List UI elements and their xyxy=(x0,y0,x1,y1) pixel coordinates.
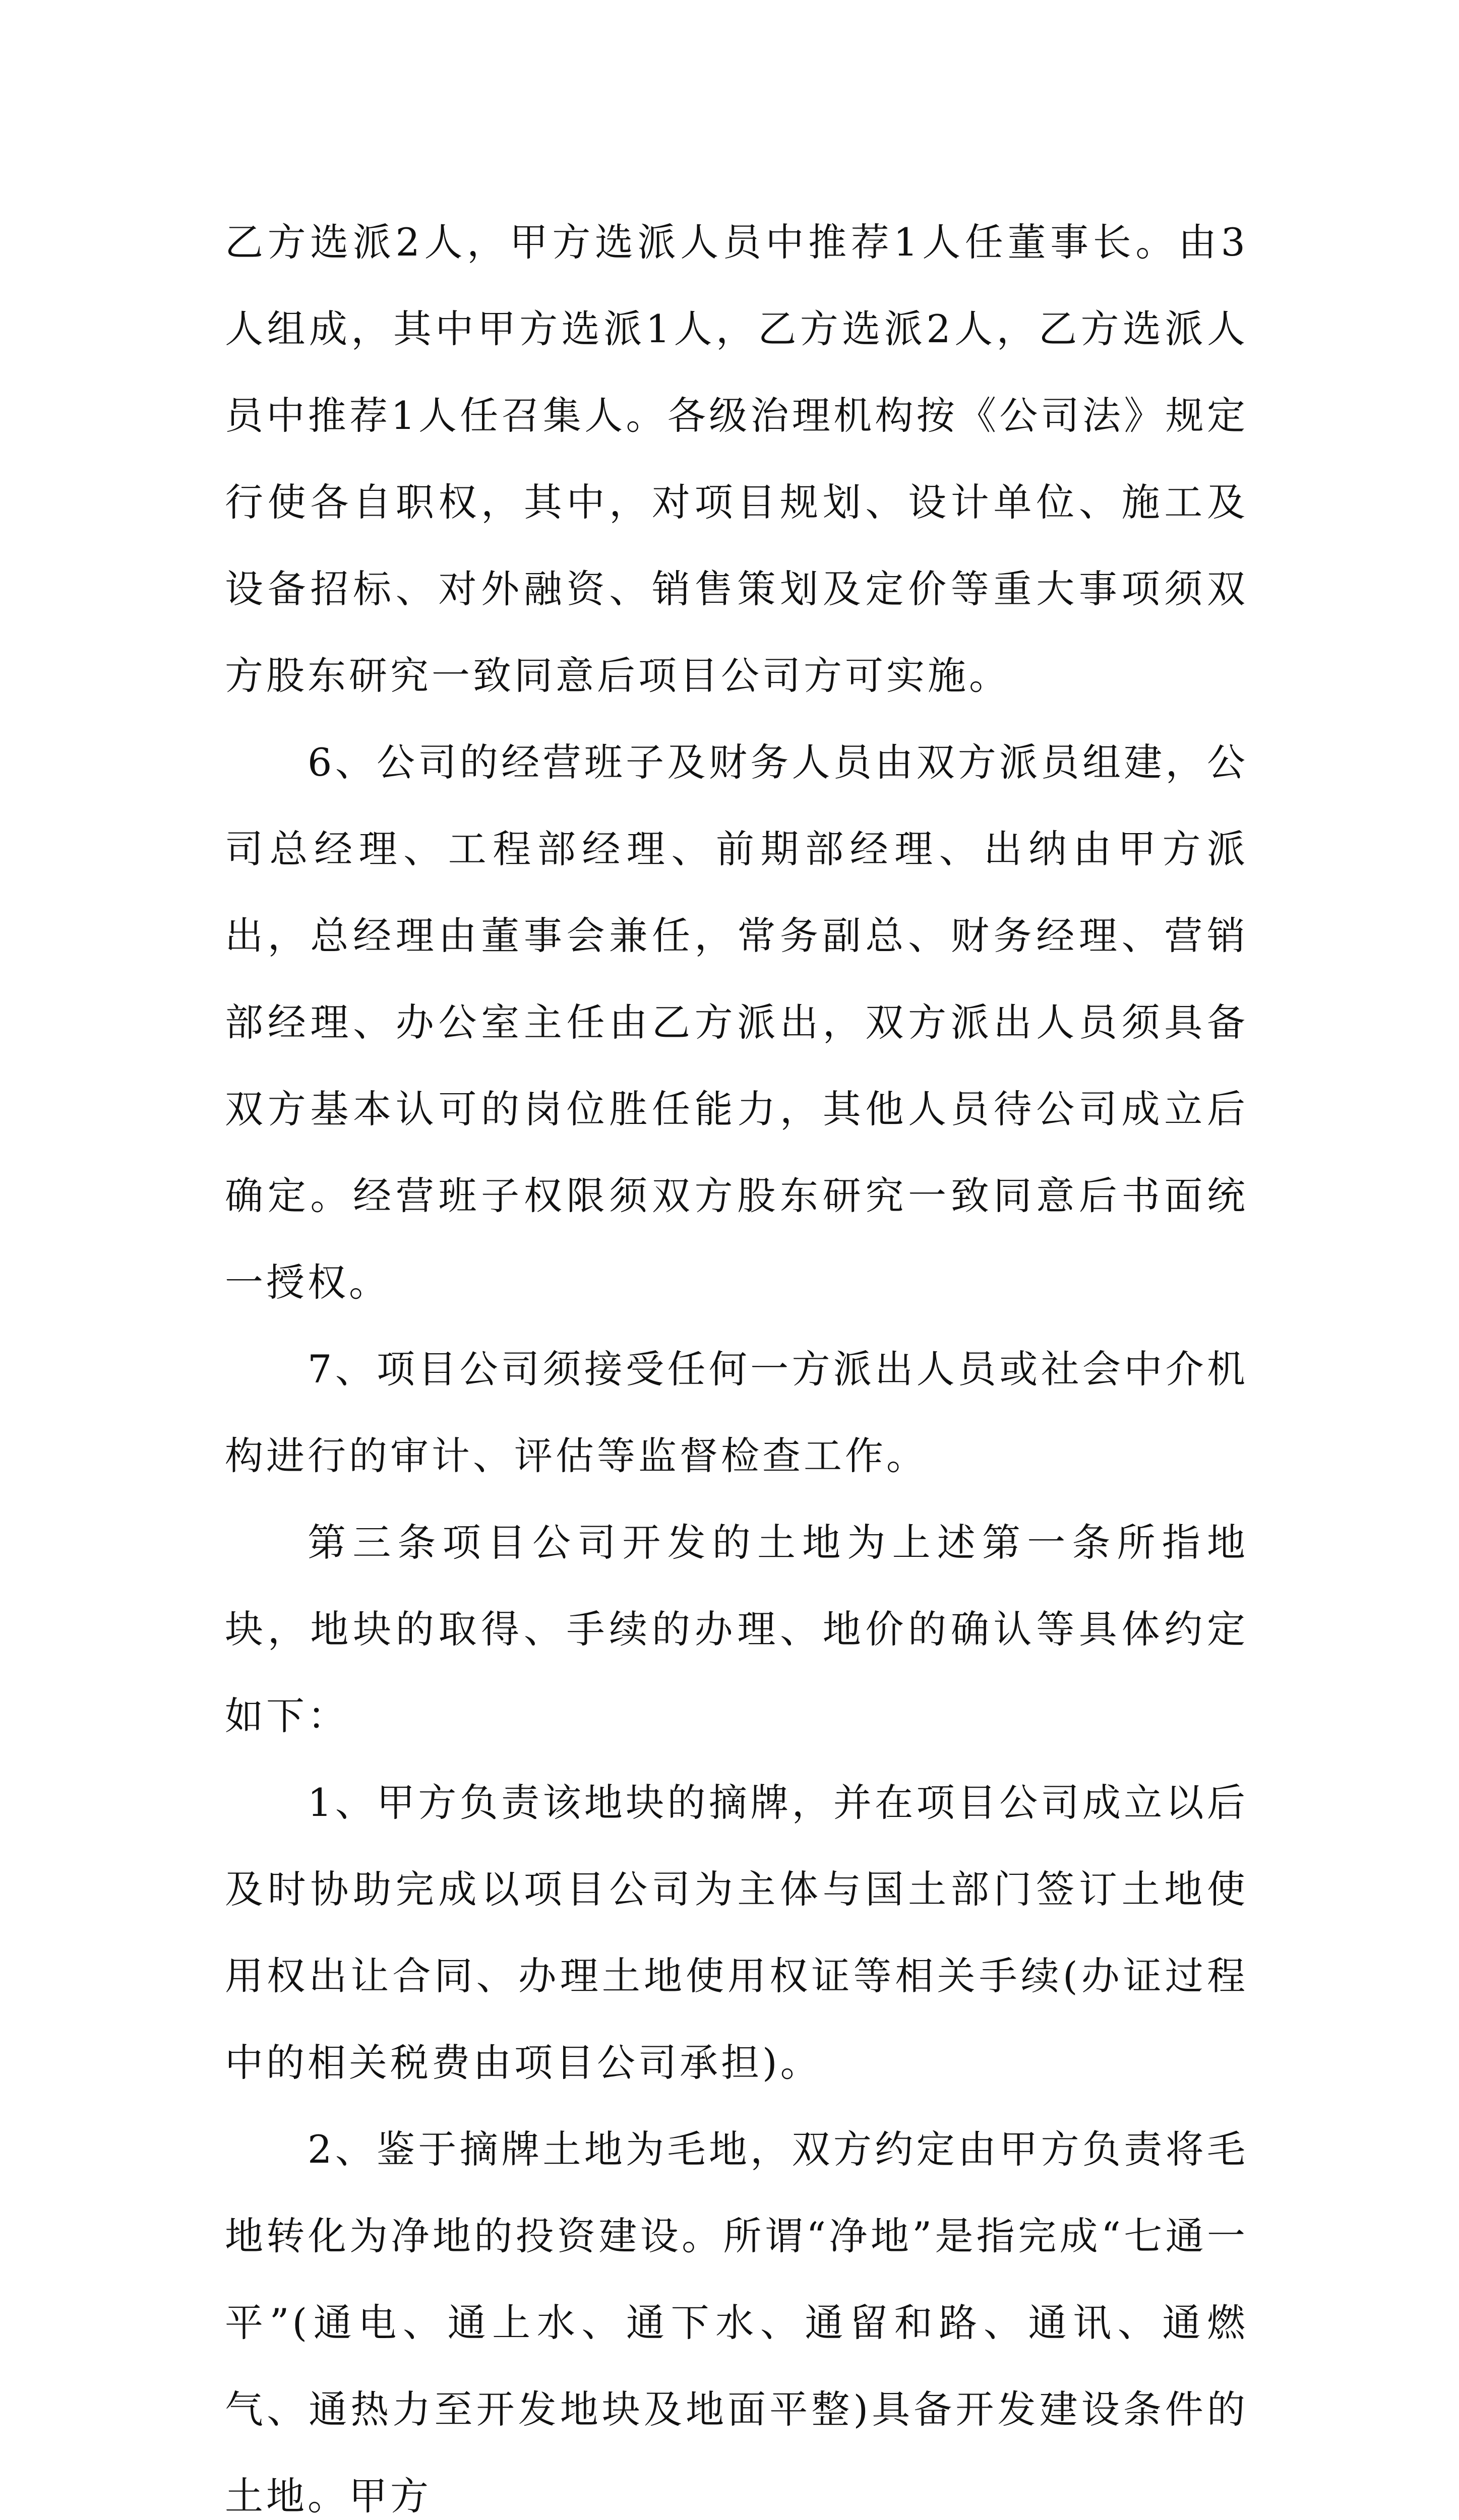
document-body xyxy=(225,199,1248,2520)
paragraph-clause-6: 6、公司的经营班子及财务人员由双方派员组建，公司总经理、工程部经理、前期部经理、出纳由甲方派出，总经理由董事会兼任，常务副总、财务经理、营销部经理、办公室主任由乙方派出，双方派出人员须具备双方基本认可的岗位胜任能力，其他人员待公司成立后确定。经营班子权限须双方股东研究一致同意后书面统一授权。 xyxy=(225,740,1248,1305)
paragraph-continuation: 乙方选派2人，甲方选派人员中推荐1人任董事长。由3人组成，其中甲方选派1人，乙方选派2人，乙方选派人员中推荐1人任召集人。各级治理机构按《公司法》规定行使各自职权，其中，对项目规划、设计单位、施工及设备招标、对外融资、销售策划及定价等重大事项须双方股东研究一致同意后项目公司方可实施。 xyxy=(225,220,1248,698)
paragraph-article-3-item-1: 1、甲方负责该地块的摘牌，并在项目公司成立以后及时协助完成以项目公司为主体与国土部门签订土地使用权出让合同、办理土地使用权证等相关手续(办证过程中的相关税费由项目公司承担)。 xyxy=(225,1780,1248,2085)
paragraph-clause-7: 7、项目公司须接受任何一方派出人员或社会中介机构进行的审计、评估等监督检查工作。 xyxy=(225,1347,1248,1478)
paragraph-article-3-item-2: 2、鉴于摘牌土地为毛地，双方约定由甲方负责将毛地转化为净地的投资建设。所谓“净地”是指完成“七通一平”(通电、通上水、通下水、通留和路、通讯、通燃气、通热力至开发地块及地面平整)具备开发建设条件的土地。甲方 xyxy=(225,2127,1248,2518)
paragraph-article-3: 第三条项目公司开发的土地为上述第一条所指地块，地块的取得、手续的办理、地价的确认等具体约定如下： xyxy=(225,1520,1248,1738)
